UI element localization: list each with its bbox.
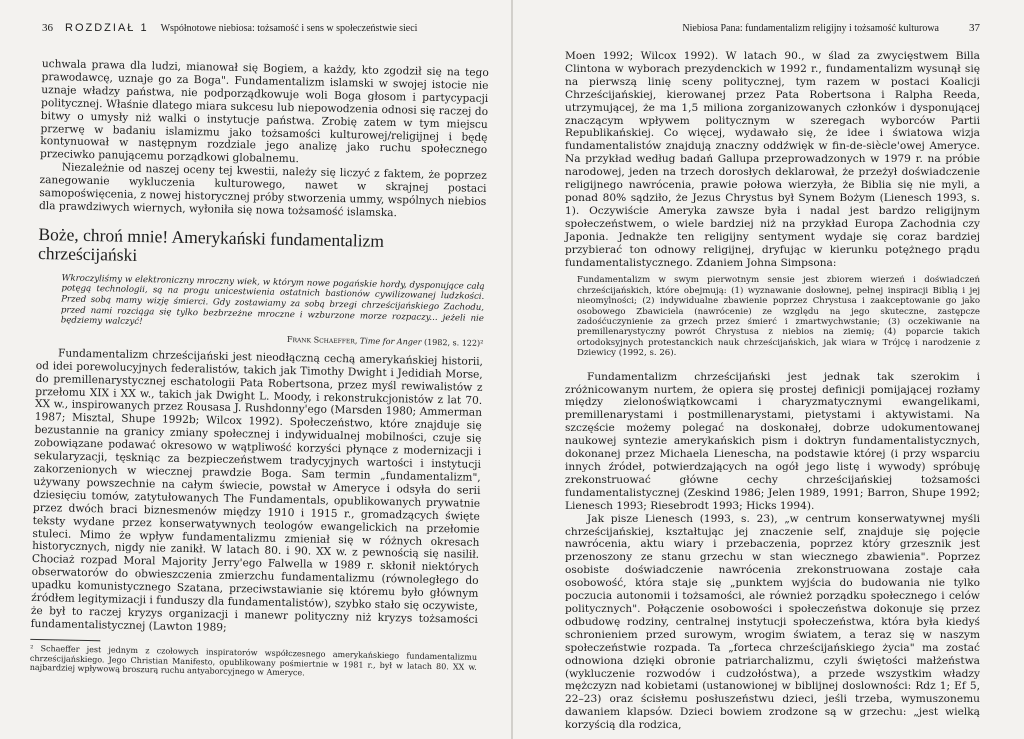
block-quote: Fundamentalizm w swym pierwotnym sensie jest zbiorem wierzeń i doświadczeń chrześcijańskich, które obejmują: (1) wyznawanie dosłownej, pełnej inspiracji Biblią i jej nieomylności; (2) indywidualne zbawienie poprzez Chrystusa i zaakceptowanie go jako osobowego Zbawiciela (nawrócenie) ze względu na jego skuteczne, zastępcze zadośćuczynienie za grzech przez śmierć i zmartwychwstanie; (3) oczekiwanie na premillenarystyczny powrót Chrystusa z niebios na ziemię; (4) poparcie takich ortodoksyjnych protestanckich nauk chrześcijańskich, jak wiara w Trójcę i narodzenie z Dziewicy (1992, s. 26). xyxy=(577,275,980,359)
footnote-rule xyxy=(30,639,100,641)
chapter-label: ROZDZIAŁ 1 xyxy=(65,22,149,34)
left-paragraph-2: Niezależnie od naszej oceny tej kwestii, należy się liczyć z faktem, że poprzez zanegowanie wykluczenia kulturowego, nawet w skrajnej postaci samopoświęcenia, z nowej historycznej próby stworzenia ummy, wspólnych niebios dla prawdziwych wiernych, wyłoniła się nowa tożsamość islamska. xyxy=(38,161,487,220)
left-page xyxy=(0,0,511,739)
left-paragraph-3: Fundamentalizm chrześcijański jest nieodłączną cechą amerykańskiej historii, od idei porewolucyjnych federalistów, takich jak Timothy Dwight i Jedidiah Morse, do premillenarystycznej eschatologii Pata Robertsona, przez myśl rewiwalistów z przełomu XIX i XX w., takich jak Dwight L. Moody, i rekonstrukcjonistów z lat 70. XX w., inspirowanych przez Rousasa J. Rushdonny'ego (Marsden 1980; Ammerman 1987; Misztal, Shupe 1992b; Wilcox 1992). Społeczeństwo, które znajduje się bezustannie na granicy zmiany społecznej i indywidualnej mobilności, czuje się zobowiązane podawać okresowo w wątpliwość korzyści płynące z modernizacji i sekularyzacji, tęskniąc za bezpieczeństwem tradycyjnych wartości i instytucji zakorzenionych w wiecznej prawdzie Boga. Sam termin „fundamentalizm", używany powszechnie na całym świecie, powstał w Ameryce i odsyła do serii dziesięciu tomów, zatytułowanych The Fundamentals, opublikowanych prywatnie przez dwóch braci biznesmenów między 1910 i 1915 r., gromadzących święte teksty wydane przez konserwatywnych teologów ewangelickich na przełomie stuleci. Mimo że wpływ fundamentalizmu zmieniał się w różnych okresach historycznych, nigdy nie zanikł. W latach 80. i 90. XX w. z pewnością się nasilił. Chociaż rozpad Moral Majority Jerry'ego Falwella w 1989 r. skłonił niektórych obserwatorów do obwieszczenia zmierzchu fundamentalizmu (równoległego do upadku komunistycznego Szatana, przeciwstawianie się któremu było głównym źródłem legitymizacji i funduszy dla fundamentalistów), szybko stało się oczywiste, że był to raczej kryzys organizacji i manewr polityczny niż kryzys tożsamości fundamentalistycznej (Lawton 1989; xyxy=(30,347,484,634)
left-page-number: 36 xyxy=(42,22,53,34)
section-heading: Boże, chroń mnie! Amerykański fundamentalizm chrześcijański xyxy=(37,223,385,265)
right-running-head xyxy=(565,22,980,34)
right-paragraph-1: Moen 1992; Wilcox 1992). W latach 90., w ślad za zwycięstwem Billa Clintona w wyborach prezydenckich w 1992 r., fundamentalizm wysunął się na pierwszą linię sceny politycznej, tym razem w postaci Koalicji Chrześcijańskiej, kierowanej przez Pata Robertsona i Ralpha Reeda, utrzymującej, że ma 1,5 miliona zorganizowanych członków i dysponującej znaczącym wpływem politycznym w szeregach wyborców Partii Republikańskiej. Co więcej, wydawało się, że idee i światowa wizja fundamentalistów znajdują znaczny oddźwięk w fin-de-siècle'owej Ameryce. Na przykład według badań Gallupa przeprowadzonych w 1979 r. na próbie narodowej, jeden na trzech dorosłych deklarował, że przeżył doświadczenie religijnego nawrócenia, prawie połowa wierzyła, że Biblia się nie myli, a ponad 80% sądziło, że Jezus Chrystus był Synem Bożym (Lienesch 1993, s. 1). Oczywiście Ameryka zawsze była i nadal jest bardzo religijnym społeczeństwem, o wiele bardziej niż na przykład Europa Zachodnia czy Japonia. Jednakże ten religijny sentyment wydaje się coraz bardziej przybierać ton odnowy religijnej, dryfując w kierunku potężnego prądu fundamentalistycznego. Zdaniem Johna Simpsona: xyxy=(565,50,980,269)
epigraph-ref: (1982, s. 122)² xyxy=(423,337,484,348)
epigraph-author: Frank Schaeffer, xyxy=(286,334,358,346)
epigraph: Wkroczyliśmy w elektroniczny mroczny wiek, w którym nowe pogańskie hordy, dysponujące całą potęgą technologii, są na progu unicestwienia ostatnich bastionów cywilizowanej ludzkości. Przed sobą mamy wizję śmierci. Gdy zostawiamy za sobą brzegi chrześcijańskiego Zachodu, przed nami rozciąga się tylko bezbrzeżne mroczne i wzburzone morze rozpaczy... jeżeli nie będziemy walczyć! xyxy=(60,273,485,328)
left-paragraph-1: uchwala prawa dla ludzi, mianował się Bogiem, a każdy, kto zgodził się na tego prawodawcę, uznaje go za Boga". Fundamentalizm islamski w swojej istocie nie uznaje władzy państwa, nie podporządkowuje woli Boga głosom i partycypacji politycznej. Właśnie dlatego miara sukcesu lub niepowodzenia odnosi się raczej do bitwy o umysły niż walki o instytucje państwa. Zrobię zatem w tym miejscu przerwę w badaniu islamizmu jako tożsamości kulturowej/religijnej i będę kontynuował w następnym rozdziale jego analizę jako ruchu społecznego przeciwko panującemu porządkowi globalnemu. xyxy=(39,58,489,166)
epigraph-work: Time for Anger xyxy=(359,336,422,347)
right-page-number: 37 xyxy=(969,22,980,34)
right-paragraph-3: Jak pisze Lienesch (1993, s. 23), „w centrum konserwatywnej myśli chrześcijańskiej, kształtując jej znaczenie self, znajduje się pojęcie nawrócenia, aktu wiary i przebaczenia, poprzez który grzesznik jest przenoszony ze stanu grzechu w stan wiecznego zbawienia". Poprzez osobiste doświadczenie nawrócenia zrekonstruowana zostaje cała osobowość, która staje się „punktem wyjścia do budowania nie tylko poczucia autonomii i tożsamości, ale również porządku społecznego i celów politycznych". Połączenie osobowości i społeczeństwa dokonuje się przez odbudowę rodziny, centralnej instytucji społeczeństwa, która była kiedyś schronieniem przed surowym, wrogim światem, a teraz się w naszym społeczeństwie rozpada. Ta „forteca chrześcijańskiego życia" ma zostać odnowiona dzięki obronie patriarchalizmu, czyli świętości małżeństwa (wykluczenie rozwodów i cudzołóstwa), a przede wszystkim władzy mężczyzn nad kobietami (ustanowionej w biblijnej doslowności: Rdz 1; Ef 5, 22–23) oraz ścisłemu posłuszeństwu dzieci, jeśli trzeba, wymuszonemu dawaniem klapsów. Dzieci bowiem zrodzone są w grzechu: „jest wielką korzyścią dla rodzica, xyxy=(565,512,980,732)
right-paragraph-2: Fundamentalizm chrześcijański jest jednak tak szerokim i zróżnicowanym nurtem, że opiera się prostej definicji pomijającej rozłamy między zielonoświątkowcami i charyzmatycznymi ewangelikami, premillenarystami i postmillenarystami, pietystami i aktywistami. Na szczęście możemy polegać na doskonałej, dobrze udokumentowanej naukowej syntezie amerykańskich pism i doktryn fundamentalistycznych, dokonanej przez Michaela Lienescha, na podstawie której (i przy wsparciu innych źródeł, potwierdzających na ogół jego listę i wywody) spróbuję zrekonstruować główne cechy chrześcijańskiej tożsamości fundamentalistycznej (Zeskind 1986; Jelen 1989, 1991; Barron, Shupe 1992; Lienesch 1993; Riesebrodt 1993; Hicks 1994). xyxy=(565,370,980,512)
left-running-title: Współnotowe niebiosa: tożsamość i sens w społeczeństwie sieci xyxy=(160,23,418,34)
footnote: ² Schaeffer jest jednym z czołowych inspiratorów współczesnego amerykańskiego fundamentalizmu chrześcijańskiego. Jego Christian Manifesto, opublikowany pośmiertnie w 1981 r., był w latach 80. XX w. najbardziej wpływową broszurą ruchu antyaborcyjnego w Ameryce. xyxy=(29,643,478,678)
right-running-title: Niebiosa Pana: fundamentalizm religijny i tożsamość kulturowa xyxy=(682,23,939,34)
left-running-head xyxy=(42,22,489,34)
right-page xyxy=(513,0,1024,739)
left-body xyxy=(30,58,489,682)
